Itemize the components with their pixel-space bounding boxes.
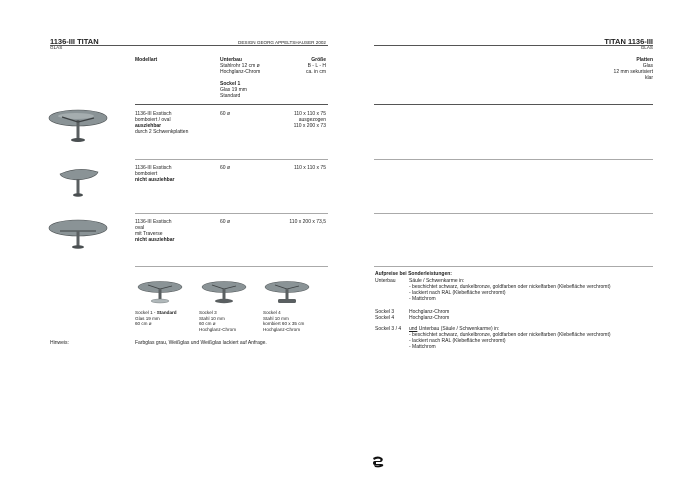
aufpreis-unterbau-options: Säule / Schwenkarme in: - beschichtet schwarz, dunkelbronze, goldfarben oder nickelfarben (Klebefläche verchromt) - lackiert nach RAL (Klebefläche verchromt) - Mattchrom [409,278,611,302]
row-3-diameter: 60 ø [220,219,231,225]
row-divider [374,159,653,160]
table-bomboiert-illustration [56,164,102,200]
row-2-size: 110 x 110 x 75 [293,165,326,171]
aufpreis-sockel3-label: Sockel 3 [375,309,395,315]
row-divider [135,159,328,160]
column-groesse: Größe B - L - H ca. in cm [305,57,326,75]
sockel-3-illustration [200,279,248,305]
brand-logo-icon [372,456,386,468]
page-title-right: TITAN 1136-III [604,37,653,46]
hinweis-label: Hinweis: [50,340,69,346]
sockel-1-info: Sockel 1 - Standard Glas 19 mm 60 cm ø [135,310,177,327]
row-1-size: 110 x 110 x 75 ausgezogen 110 x 200 x 73 [293,111,326,129]
row-1-diameter: 60 ø [220,111,231,117]
row-3-modell: 1136-III Esstisch oval mit Traverse nicht ausziehbar [135,219,175,243]
page-subtitle-left: GLAS [50,45,63,50]
table-oval-traverse-illustration [48,217,110,251]
aufpreis-sockel34-options: und Unterbau (Säule / Schwenkarme) in: - beschichtet schwarz, dunkelbronze, goldfarben oder nickelfarben (Klebefläche verchromt) - lackiert nach RAL (Klebefläche verchromt) - Mattchrom [409,326,611,350]
sockel-3-info: Sockel 3 Stahl 10 mm 60 cm ø Hochglanz-Chrom [199,310,237,332]
sockel-1-illustration [136,279,184,305]
column-modellart: Modellart [135,57,158,63]
column-sockel: Sockel 1 Glas 19 mm Standard [220,81,247,99]
aufpreis-unterbau-label: Unterbau [375,278,396,284]
table-oval-extendable-illustration [48,108,110,144]
page-title-left: 1136-III TITAN [50,37,99,46]
column-unterbau: Unterbau Stahlrohr 12 cm ø Hochglanz-Chrom [220,57,261,75]
page-subtitle-right: GLAS [640,45,653,50]
header-rule-left [50,45,328,46]
aufpreis-sockel4-value: Hochglanz-Chrom [409,315,450,321]
platten-info: Platten Glas 12 mm sekurisiert klar [613,57,653,81]
aufpreis-sockel3-value: Hochglanz-Chrom [409,309,450,315]
hinweis-text: Farbglas grau, Weißglas und Weißglas lackiert auf Anfrage. [135,340,267,346]
row-divider [374,213,653,214]
row-divider [374,104,653,105]
row-divider [135,266,328,267]
sockel-4-info: Sockel 4 Stahl 10 mm kombiert 60 x 35 cm Hochglanz-Chrom [263,310,305,332]
aufpreis-title: Aufpreise bei Sonderleistungen: [375,271,452,277]
aufpreis-sockel34-label: Sockel 3 / 4 [375,326,402,332]
row-1-modell: 1136-III Esstisch bomboiert / oval ausziehbar durch 2 Schwenkplatten [135,111,189,135]
design-credit: DESIGN GEORG APPELTSHAUSER 2002 [238,40,326,45]
row-2-modell: 1136-III Esstisch bomboiert nicht ausziehbar [135,165,175,183]
row-divider [135,213,328,214]
aufpreis-sockel4-label: Sockel 4 [375,315,395,321]
row-2-diameter: 60 ø [220,165,231,171]
row-divider [135,104,328,105]
header-rule-right [374,45,653,46]
sockel-4-illustration [263,279,311,305]
row-3-size: 110 x 200 x 73,5 [289,219,326,225]
row-divider [374,266,653,267]
